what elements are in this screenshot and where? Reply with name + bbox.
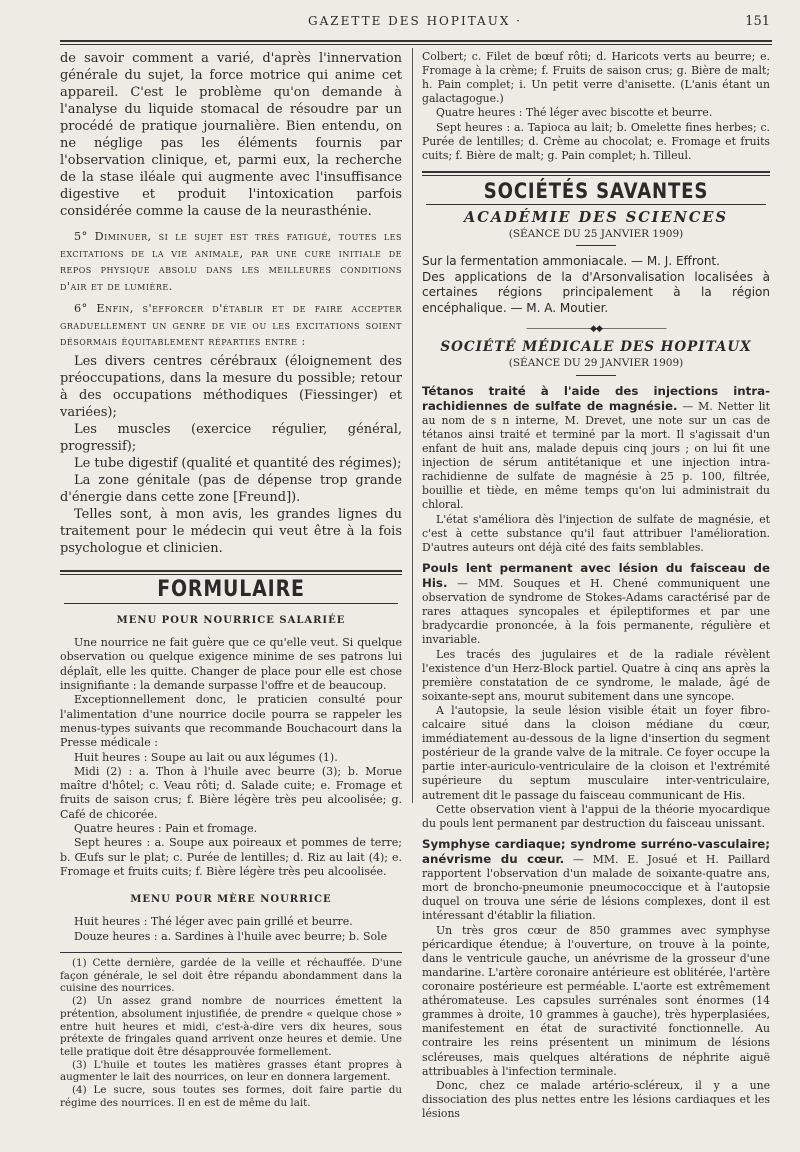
academie-item-2: Des applications de la d'Arsonvalisation localisées à certaines régions principalement à la région encéphalique. — M. A. Moutier.: [422, 269, 770, 315]
column-separator: [412, 48, 413, 803]
pouls-p4: Cette observation vient à l'appui de la théorie myocardique du pouls lent permanent par destruction du faisceau unissant.: [422, 802, 770, 830]
section-rule-2: [422, 171, 770, 176]
academie-seance: (SÉANCE DU 25 JANVIER 1909): [508, 228, 684, 241]
page-header: [60, 14, 770, 34]
header-rule: [60, 40, 772, 45]
short-rule-2: [576, 375, 616, 376]
tetanos-body: — M. Netter lit au nom de s n interne, M. Drevet, une note sur un cas de tétanos ainsi traité et terminé par la mort. Il s'agissait d'un enfant de huit ans, malade depuis cinq jours ; on lui fit une injection de sérum antitétanique et une injection intra-rachidienne de sulfate de magnésie à 25 p. 100, filtrée, bouillie et tiède, en même temps qu'on lui administrait du chloral.: [422, 399, 770, 512]
menu-7h: Sept heures : a. Soupe aux poireaux et pommes de terre; b. Œufs sur le plat; c. Purée de lentilles; d. Riz au lait (4); e. Fromage et fruits cuits; f. Bière légère très peu alcoolisée.: [60, 836, 402, 878]
left-column: [60, 50, 402, 1110]
intro-paragraph: de savoir comment a varié, d'après l'innervation générale du sujet, la force motrice qui anime cet appareil. C'est le problème qu'on demande à l'analyse du liquide stomacal de résoudre par un procédé de pratique journalière. Bien entendu, on ne néglige pas les éléments fournis par l'observation clinique, et, parmi eux, la recherche de la stase iléale qui augmente avec l'insuffisance digestive et produit l'intoxication parfois considérée comme la cause de la neurasthénie.: [60, 51, 402, 220]
tetanos-title: Tétanos traité à l'aide des injections intra-rachidiennes de sulfate de magnésie.: [422, 383, 770, 413]
mere-7h: Sept heures : a. Tapioca au lait; b. Omelette fines herbes; c. Purée de lentilles; d. Crème au chocolat; e. Fromage et fruits cuits; f. Bière de malt; g. Pain complet; h. Tilleul.: [422, 120, 770, 162]
menu-nourrice-heading: MENU POUR NOURRICE SALARIÉE: [116, 614, 346, 626]
footnote-2: (2) Un assez grand nombre de nourrices émettent la prétention, absolument injustifiée, de prendre « quelque chose » entre huit heures et midi, c'est-à-dire vers dix heures, sous prétexte de fringales quand arrivent onze heures et demie. Une telle pratique doit être désapprouvée formellement.: [60, 995, 402, 1058]
societe-heading: SOCIÉTÉ MÉDICALE DES HOPITAUX: [440, 339, 752, 356]
conclusion: Telles sont, à mon avis, les grandes lignes du traitement pour le médecin qui veut être à la fois psychologue et clinicien.: [60, 507, 402, 557]
formulaire-p2: Exceptionnellement donc, le praticien consulté pour l'alimentation d'une nourrice docile pourra se rappeler les menus-types suivants que recommande Bouchacourt dans la Presse médicale :: [60, 693, 402, 750]
academie-heading: ACADÉMIE DES SCIENCES: [464, 208, 728, 226]
footnotes: [60, 957, 402, 1109]
right-column: [422, 50, 770, 1121]
symphyse-p3: Donc, chez ce malade artério-scléreux, il y a une dissociation des plus nettes entre les lésions cardiaques et les lésions: [422, 1078, 770, 1120]
page-number: 151: [745, 14, 770, 29]
symphyse-p2: Un très gros cœur de 850 grammes avec symphyse péricardique étendue; à l'ouverture, on trouve à la pointe, dans le ventricule gauche, un anévrisme de la grosseur d'une mandarine. L'artère coronaire antérieure est oblitérée, l'artère coronaire postérieure est perméable. L'aorte est extrêmement athéromateuse. Les capsules surrénales sont énormes (14 grammes à droite, 10 grammes à gauche), très hyperplasiées, manifestement en état de suractivité fonctionnelle. Au contraire les reins présentent un minimum de lésions scléreuses, mais quelques altérations de néphrite aiguë attribuables à l'infection terminale.: [422, 923, 770, 1078]
pouls-p3: A l'autopsie, la seule lésion visible était un foyer fibro-calcaire situé dans la cloison médiane du cœur, immédiatement au-dessous de la ligne d'insertion du segment postérieur de la grande valve de la mitrale. Ce foyer occupe la partie inter-auriculo-ventriculaire de la cloison et l'extrémité supérieure du septum musculaire inter-ventriculaire, autrement dit le passage du faisceau communicant de His.: [422, 703, 770, 802]
list-cerebral: Les divers centres cérébraux (éloignement des préoccupations, dans la mesure du possible; retour à des occupations méthodiques (Fiessinger) et variées);: [60, 353, 402, 421]
footnote-1: (1) Cette dernière, gardée de la veille et réchauffée. D'une façon générale, le sel doit être répandu abondamment dans la cuisine des nourrices.: [60, 957, 402, 995]
academie-item-1: Sur la fermentation ammoniacale. — M. J. Effront.: [422, 254, 720, 269]
formulaire-p1: Une nourrice ne fait guère que ce qu'elle veut. Si quelque observation ou quelque exigence minime de ses patrons lui déplaît, elle les quitte. Changer de place pour elle est chose insignifiante : la demande surpasse l'offre et de beaucoup.: [60, 636, 402, 693]
point-5: 5° Diminuer, si le sujet est très fatigué, toutes les excitations de la vie animale, par une cure initiale de repos physique absolu dans les meilleures conditions d'air et de lumière.: [60, 230, 402, 293]
formulaire-title: FORMULAIRE: [157, 576, 305, 602]
menu-8h: Huit heures : Soupe au lait ou aux légumes (1).: [74, 750, 338, 764]
menu-4h: Quatre heures : Pain et fromage.: [74, 821, 258, 835]
point-6: 6° Enfin, s'efforcer d'établir et de faire accepter graduellement un genre de vie ou les excitations soient désormais équitablement réparties entre :: [60, 302, 402, 349]
ornament-divider: ————————◆◆————————: [526, 324, 666, 335]
mere-8h: Huit heures : Thé léger avec pain grillé et beurre.: [74, 915, 353, 929]
pouls-title: Pouls lent permanent avec lésion du faisceau de His.: [422, 560, 770, 590]
tetanos-p2: L'état s'améliora dès l'injection de sulfate de magnésie, et c'est à cette substance qu'il faut attribuer l'amélioration. D'autres auteurs ont déjà cité des faits semblables.: [422, 512, 770, 554]
neurasthenia-article: [60, 50, 402, 558]
societes-title: SOCIÉTÉS SAVANTES: [483, 178, 709, 203]
section-rule: [60, 570, 402, 575]
pouls-p2: Les tracés des jugulaires et de la radiale révèlent l'existence d'un Herz-Block partiel. Quatre à cinq ans après la première constatation de ce syndrome, le malade, âgé de soixante-sept ans, mourut subitement dans une syncope.: [422, 647, 770, 703]
menu-continuation: Colbert; c. Filet de bœuf rôti; d. Haricots verts au beurre; e. Fromage à la crème; f. Fruits de saison crus; g. Bière de malt; h. Pain complet; i. Un petit verre d'anisette. (L'anis étant un galactagogue.): [422, 50, 770, 106]
symphyse-title: Symphyse cardiaque; syndrome surréno-vasculaire; anévrisme du cœur.: [422, 836, 770, 867]
list-muscles: Les muscles (exercice régulier, général, progressif);: [60, 422, 402, 455]
footnote-rule: [60, 952, 402, 953]
symphyse-paragraph: [422, 837, 770, 924]
pouls-paragraph: [422, 561, 770, 648]
tetanos-paragraph: [422, 384, 770, 513]
list-digestive: Le tube digestif (qualité et quantité des régimes);: [74, 456, 402, 472]
menu-midi: Midi (2) : a. Thon à l'huile avec beurre (3); b. Morue maître d'hôtel; c. Veau rôti; d. Salade cuite; e. Fromage et fruits de saison crus; f. Bière légère très peu alcoolisée; g. Café de chicorée.: [60, 764, 402, 821]
title-underline: [64, 603, 398, 604]
pouls-body: — MM. Souques et H. Chené communiquent une observation de syndrome de Stokes-Adams caractérisé par de rares attaques syncopales et épileptiformes et par une bradycardie prononcée, à la fois permanente, régulière et invariable.: [422, 576, 770, 647]
list-genital: La zone génitale (pas de dépense trop grande d'énergie dans cette zone [Freund]).: [60, 473, 402, 506]
menu-mere-heading: MENU POUR MÈRE NOURRICE: [130, 894, 332, 906]
mere-12h: Douze heures : a. Sardines à l'huile avec beurre; b. Sole: [74, 929, 388, 943]
mere-4h: Quatre heures : Thé léger avec biscotte et beurre.: [436, 106, 713, 120]
symphyse-body: — MM. E. Josué et H. Paillard rapportent l'observation d'un malade de soixante-quatre ans, mort de broncho-pneumonie pneumococcique et à l'autopsie duquel on trouva une série de lésions complexes, dont il est intéressant d'établir la filiation.: [422, 853, 770, 923]
footnote-3: (3) L'huile et toutes les matières grasses étant propres à augmenter le lait des nourrices, on leur en donnera largement.: [60, 1058, 402, 1084]
societes-underline: [426, 204, 766, 205]
journal-title: GAZETTE DES HOPITAUX ·: [308, 14, 522, 28]
societe-seance: (SÉANCE DU 29 JANVIER 1909): [508, 357, 684, 370]
short-rule: [576, 245, 616, 246]
footnote-4: (4) Le sucre, sous toutes ses formes, doit faire partie du régime des nourrices. Il en est de même du lait.: [60, 1084, 402, 1109]
